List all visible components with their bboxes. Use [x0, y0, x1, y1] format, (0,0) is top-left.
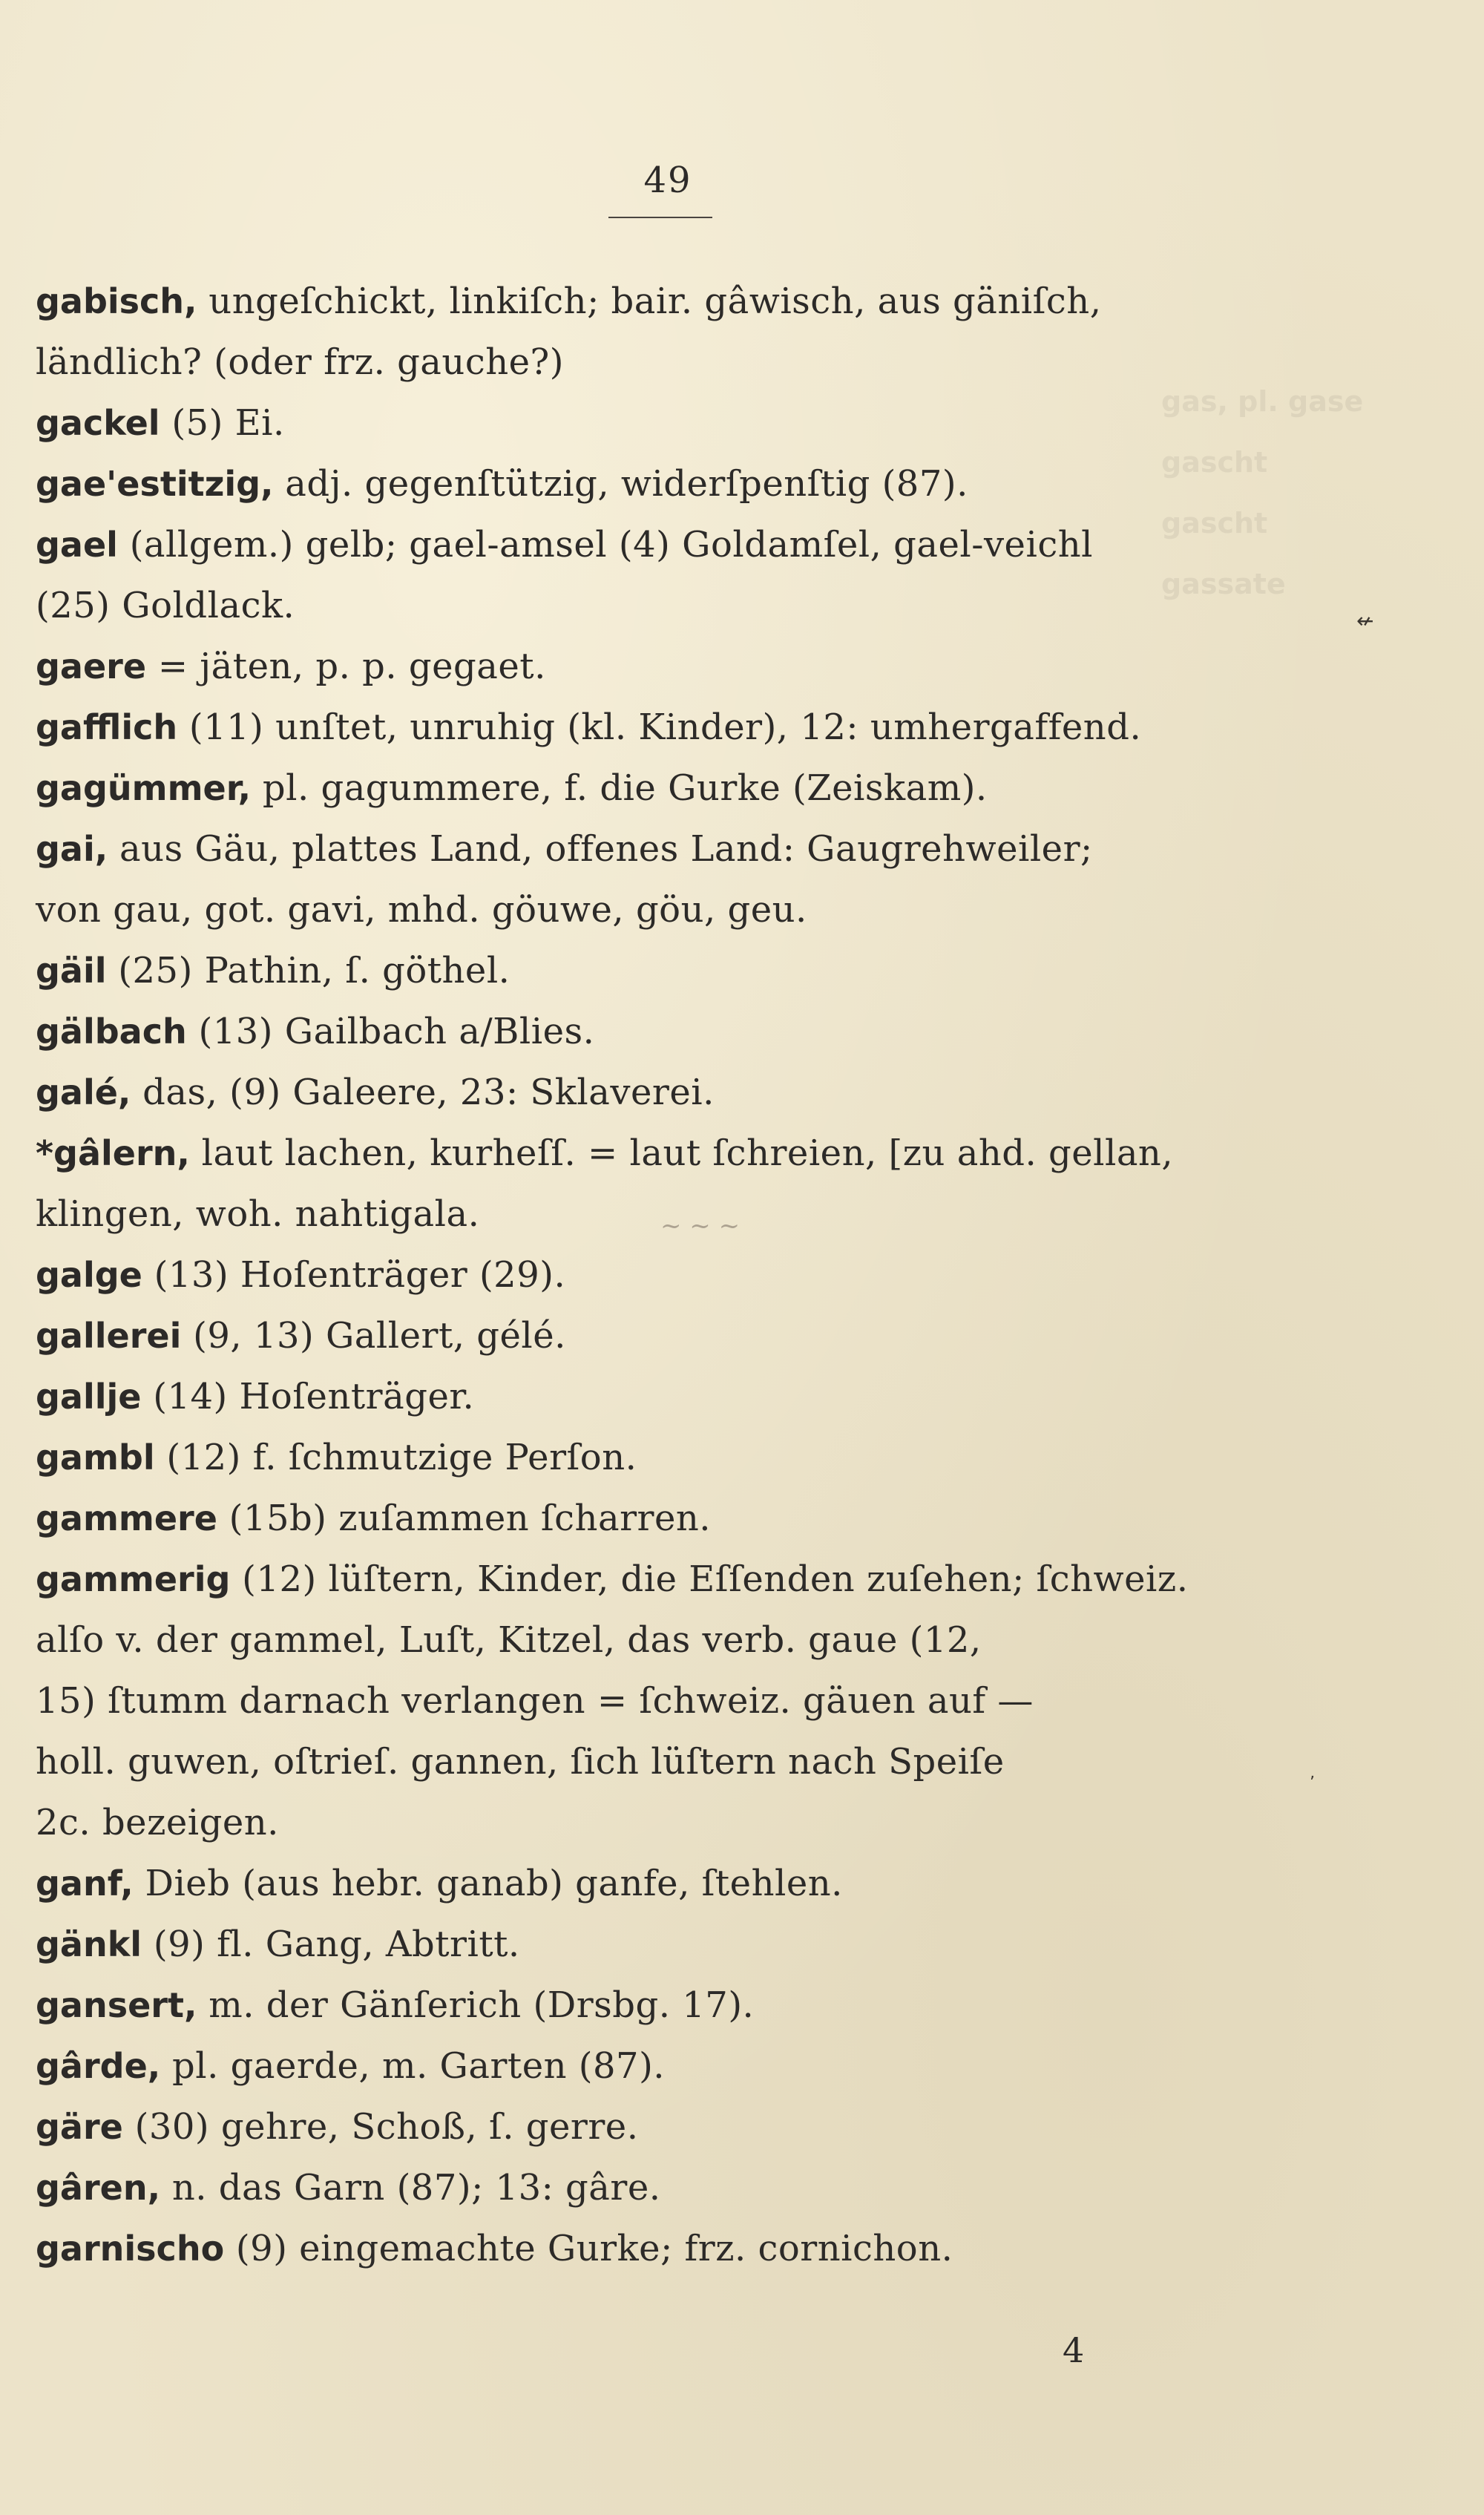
- entry-line: [36, 1853, 1260, 1914]
- margin-dot-mark: ʼ: [1310, 1774, 1315, 1792]
- definition: 2c. bezeigen.: [36, 1802, 279, 1843]
- definition: (allgem.) gelb; gael-amsel (4) Goldamſel, gael-veichl: [117, 524, 1093, 565]
- headword: gäre: [36, 2107, 123, 2147]
- definition: (25) Pathin, ſ. göthel.: [106, 950, 510, 991]
- definition: n. das Garn (87); 13: gâre.: [160, 2167, 661, 2209]
- entry-line: [36, 2036, 1260, 2096]
- definition: holl. guwen, oſtrieſ. gannen, ſich lüſtern nach Speiſe: [36, 1741, 1005, 1783]
- definition: (5) Ei.: [160, 402, 285, 444]
- definition: ungeſchickt, linkiſch; bair. gâwisch, aus gäniſch,: [197, 281, 1102, 322]
- headword: galge: [36, 1255, 142, 1295]
- entry-line: [36, 1184, 1260, 1245]
- definition: von gau, got. gavi, mhd. göuwe, göu, geu.: [36, 889, 807, 931]
- signature-number: 4: [1063, 2330, 1085, 2370]
- entry-line: [36, 393, 1260, 453]
- entry-line: [36, 1670, 1260, 1731]
- headword: gabisch,: [36, 281, 197, 321]
- definition: m. der Gänſerich (Drsbg. 17).: [197, 1984, 755, 2026]
- entry-line: [36, 1975, 1260, 2036]
- definition: (12) lüſtern, Kinder, die Eſſenden zuſehen; ſchweiz.: [230, 1558, 1189, 1600]
- definition: = jäten, p. p. gegaet.: [146, 646, 546, 687]
- definition: pl. gaerde, m. Garten (87).: [160, 2045, 666, 2087]
- definition: (9) fl. Gang, Abtritt.: [142, 1924, 520, 1965]
- entry-line: [36, 2157, 1260, 2218]
- entry-line: [36, 575, 1260, 636]
- definition: ländlich? (oder frz. gauche?): [36, 341, 564, 383]
- entry-line: [36, 1366, 1260, 1427]
- headword: garnischo: [36, 2229, 225, 2269]
- definition: aus Gäu, plattes Land, offenes Land: Gaugrehweiler;: [108, 828, 1093, 870]
- headword: gai,: [36, 829, 108, 869]
- definition: (14) Hoſenträger.: [141, 1376, 475, 1417]
- definition: alſo v. der gammel, Luſt, Kitzel, das verb. gaue (12,: [36, 1619, 982, 1661]
- entry-line: [36, 819, 1260, 879]
- definition: klingen, woh. nahtigala.: [36, 1193, 480, 1235]
- definition: (11) unſtet, unruhig (kl. Kinder), 12: umhergaffend.: [177, 706, 1142, 748]
- entry-line: [36, 332, 1260, 393]
- headword: galé,: [36, 1072, 131, 1112]
- headword: gae'estitzig,: [36, 464, 274, 504]
- header-rule: [608, 217, 712, 218]
- entry-line: [36, 453, 1260, 514]
- entry-line: [36, 271, 1260, 332]
- entry-line: [36, 1305, 1260, 1366]
- headword: *gâlern,: [36, 1133, 190, 1173]
- entry-line: [36, 1062, 1260, 1123]
- entry-line: [36, 1610, 1260, 1670]
- definition: (25) Goldlack.: [36, 585, 295, 626]
- definition: Dieb (aus hebr. ganab) ganfe, ſtehlen.: [133, 1863, 843, 1904]
- handwritten-annotation: ~ ~ ~: [660, 1211, 741, 1241]
- definition: laut lachen, kurheſſ. = laut ſchreien, [zu ahd. gellan,: [189, 1132, 1174, 1174]
- entry-line: [36, 1488, 1260, 1549]
- entry-line: [36, 2096, 1260, 2157]
- definition: adj. gegenſtützig, widerſpenſtig (87).: [273, 463, 968, 505]
- entry-line: [36, 1427, 1260, 1488]
- margin-arrow-mark: ↚: [1356, 609, 1374, 633]
- headword: gäil: [36, 951, 107, 991]
- entry-line: [36, 879, 1260, 940]
- definition: (30) gehre, Schoß, ſ. gerre.: [122, 2106, 639, 2148]
- dictionary-entries: [36, 271, 1260, 2279]
- headword: gammerig: [36, 1559, 231, 1599]
- headword: gaere: [36, 646, 147, 686]
- definition: pl. gagummere, f. die Gurke (Zeiskam).: [251, 767, 988, 809]
- definition: (9) eingemachte Gurke; frz. cornichon.: [224, 2228, 953, 2269]
- page-number: 49: [643, 160, 692, 201]
- entry-line: [36, 940, 1260, 1001]
- headword: gambl: [36, 1437, 155, 1478]
- entry-line: [36, 514, 1260, 575]
- definition: (12) f. ſchmutzige Perſon.: [154, 1437, 637, 1478]
- headword: ganf,: [36, 1863, 134, 1904]
- entry-line: [36, 1792, 1260, 1853]
- headword: gackel: [36, 403, 160, 443]
- definition: (13) Gailbach a/Blies.: [186, 1011, 595, 1052]
- headword: gârde,: [36, 2046, 161, 2086]
- definition: (13) Hoſenträger (29).: [142, 1254, 566, 1296]
- headword: gafflich: [36, 707, 178, 747]
- headword: gâren,: [36, 2168, 161, 2208]
- entry-line: [36, 758, 1260, 819]
- entry-line: [36, 1001, 1260, 1062]
- definition: (15b) zuſammen ſcharren.: [217, 1498, 712, 1539]
- entry-line: [36, 1245, 1260, 1305]
- headword: gansert,: [36, 1985, 197, 2025]
- headword: gammere: [36, 1498, 217, 1538]
- headword: gälbach: [36, 1011, 187, 1052]
- headword: gagümmer,: [36, 768, 252, 808]
- entry-line: [36, 1731, 1260, 1792]
- definition: 15) ſtumm darnach verlangen = ſchweiz. gäuen auf —: [36, 1680, 1034, 1722]
- headword: gael: [36, 525, 118, 565]
- entry-line: [36, 1123, 1260, 1184]
- definition: das, (9) Galeere, 23: Sklaverei.: [131, 1072, 715, 1113]
- entry-line: [36, 1914, 1260, 1975]
- entry-line: [36, 1549, 1260, 1610]
- headword: gallje: [36, 1377, 142, 1417]
- entry-line: [36, 2218, 1260, 2279]
- headword: gallerei: [36, 1316, 182, 1356]
- bleed-through: gas, pl. gase gascht gascht gassate: [1161, 385, 1364, 600]
- definition: (9, 13) Gallert, gélé.: [181, 1315, 566, 1357]
- headword: gänkl: [36, 1924, 142, 1964]
- entry-line: [36, 697, 1260, 758]
- entry-line: [36, 636, 1260, 697]
